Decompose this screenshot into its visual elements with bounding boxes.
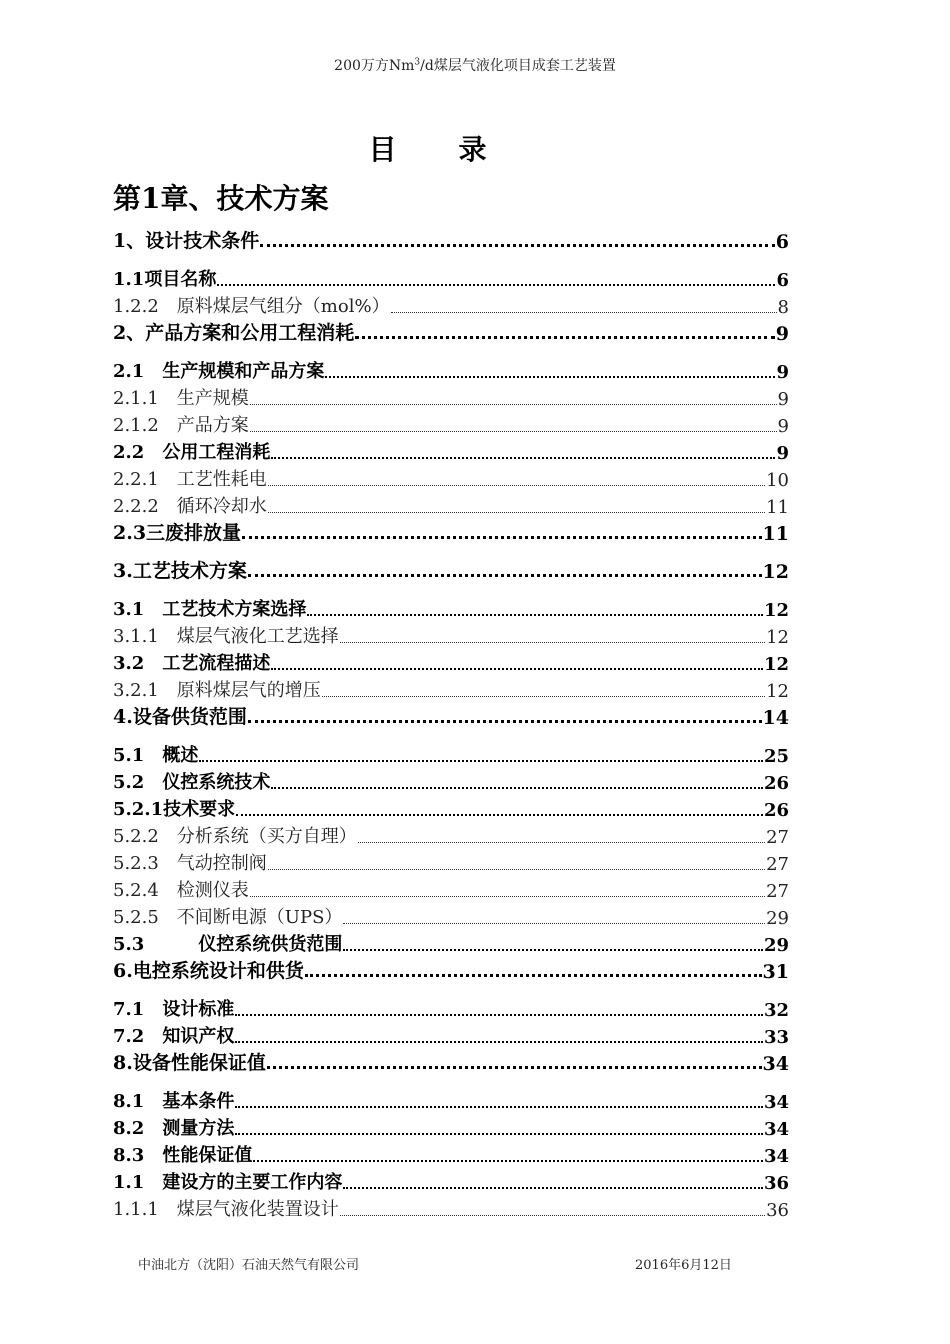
- toc-entry[interactable]: [113, 383, 789, 410]
- toc-entry-page: 8: [777, 297, 789, 318]
- toc-entry[interactable]: [113, 821, 789, 848]
- toc-entry-page: 32: [763, 1000, 789, 1021]
- toc-dot-leader: [271, 787, 763, 789]
- toc-title: [0, 128, 857, 168]
- toc-entry-page: 12: [763, 654, 789, 675]
- toc-entry-title: 2、产品方案和公用工程消耗: [113, 322, 355, 344]
- header-title-sup: 3: [414, 57, 421, 68]
- toc-entry-title: 1.1.1 煤层气液化装置设计: [113, 1199, 339, 1220]
- toc-entry-page: 27: [766, 854, 789, 875]
- toc-entry-page: 6: [776, 270, 789, 291]
- toc-entry[interactable]: [113, 994, 789, 1021]
- toc-dot-leader: [260, 244, 775, 247]
- toc-entry[interactable]: [113, 648, 789, 675]
- toc-dot-leader: [325, 376, 775, 378]
- header-title-post: /d煤层气液化项目成套工艺装置: [420, 58, 616, 74]
- toc-dot-leader: [250, 896, 765, 897]
- toc-entry[interactable]: [113, 621, 789, 648]
- toc-entry[interactable]: [113, 356, 789, 383]
- footer-date: 2016年6月12日: [635, 1258, 732, 1273]
- toc-dot-leader: [250, 431, 777, 432]
- toc-title-part1: 目: [368, 133, 399, 166]
- toc-entry-title: 3.工艺技术方案: [113, 560, 247, 582]
- toc-entry-page: 25: [763, 746, 789, 767]
- toc-dot-leader: [340, 1215, 765, 1216]
- toc-entry-page: 11: [766, 497, 789, 518]
- toc-dot-leader: [248, 574, 762, 577]
- toc-entry[interactable]: [113, 1140, 789, 1167]
- toc-entry-title: 5.2 仪控系统技术: [113, 772, 271, 793]
- toc-entry[interactable]: [113, 318, 789, 345]
- toc-entry[interactable]: [113, 794, 789, 821]
- toc-entry-page: 34: [763, 1146, 789, 1167]
- toc-entry[interactable]: [113, 675, 789, 702]
- toc-entry-title: 5.1 概述: [113, 745, 199, 766]
- toc-dot-leader: [235, 1106, 763, 1108]
- toc-entry[interactable]: [113, 518, 789, 545]
- toc-dot-leader: [391, 312, 777, 313]
- toc-entry[interactable]: [113, 1048, 789, 1075]
- chapter-heading: 第1章、技术方案: [113, 182, 329, 215]
- toc-entry-page: 10: [766, 470, 789, 491]
- toc-entry-title: 2.2.1 工艺性耗电: [113, 469, 267, 490]
- toc-dot-leader: [268, 869, 765, 870]
- toc-dot-leader: [248, 720, 762, 723]
- toc-entry-page: 6: [775, 231, 789, 253]
- toc-dot-leader: [343, 1187, 763, 1189]
- toc-entry-title: 2.2.2 循环冷却水: [113, 496, 267, 517]
- toc-entry-title: 2.1.1 生产规模: [113, 388, 249, 409]
- toc-entry-title: 2.1 生产规模和产品方案: [113, 361, 325, 382]
- toc-entry[interactable]: [113, 1194, 789, 1221]
- toc-entry-title: 8.2 测量方法: [113, 1118, 235, 1139]
- toc-entry[interactable]: [113, 929, 789, 956]
- toc-entry[interactable]: [113, 410, 789, 437]
- toc-entry-page: 34: [763, 1092, 789, 1113]
- toc-dot-leader: [340, 642, 765, 643]
- toc-entry-page: 36: [763, 1173, 789, 1194]
- toc-entry[interactable]: [113, 902, 789, 929]
- toc-dot-leader: [343, 923, 765, 924]
- toc-entry[interactable]: [113, 740, 789, 767]
- toc-entry-title: 2.2 公用工程消耗: [113, 442, 271, 463]
- toc-entry-title: 8.1 基本条件: [113, 1091, 235, 1112]
- toc-entry-title: 5.2.5 不间断电源（UPS）: [113, 907, 343, 928]
- toc-entry-page: 29: [766, 908, 789, 929]
- toc-entry-page: 26: [763, 773, 789, 794]
- toc-dot-leader: [253, 1160, 763, 1162]
- toc-entry-page: 9: [776, 362, 789, 383]
- toc-entry-title: 3.1 工艺技术方案选择: [113, 599, 307, 620]
- toc-entry-title: 8.3 性能保证值: [113, 1145, 253, 1166]
- toc-entry-page: 31: [762, 961, 789, 983]
- toc-entry-page: 9: [777, 416, 789, 437]
- toc-entry[interactable]: [113, 594, 789, 621]
- toc-title-part2: 录: [458, 133, 489, 166]
- toc-entry-page: 9: [775, 323, 789, 345]
- toc-dot-leader: [242, 536, 761, 539]
- toc-entry[interactable]: [113, 437, 789, 464]
- toc-entry-title: 5.3 仪控系统供货范围: [113, 934, 343, 955]
- toc-entry[interactable]: [113, 767, 789, 794]
- footer-company: 中油北方（沈阳）石油天然气有限公司: [138, 1258, 360, 1273]
- toc-dot-leader: [235, 1014, 763, 1016]
- page-header: [0, 55, 950, 75]
- toc-entry-title: 3.2.1 原料煤层气的增压: [113, 680, 321, 701]
- toc-entry-page: 12: [766, 681, 789, 702]
- toc-entry-page: 12: [762, 561, 789, 583]
- toc-entry-title: 5.2.3 气动控制阀: [113, 853, 267, 874]
- toc-dot-leader: [217, 284, 775, 286]
- toc-dot-leader: [358, 842, 765, 843]
- toc-dot-leader: [307, 614, 763, 616]
- toc-entry[interactable]: [113, 1113, 789, 1140]
- toc-entry-page: 12: [763, 600, 789, 621]
- toc-entry-page: 27: [766, 827, 789, 848]
- toc-entry-title: 5.2.1技术要求: [113, 799, 236, 820]
- toc-entry-page: 34: [762, 1053, 789, 1075]
- toc-dot-leader: [343, 949, 763, 951]
- toc-entry[interactable]: [113, 291, 789, 318]
- toc-entry-page: 36: [766, 1200, 789, 1221]
- toc-entry-title: 5.2.4 检测仪表: [113, 880, 249, 901]
- toc-entry[interactable]: [113, 702, 789, 729]
- toc-entry-title: 1.1项目名称: [113, 269, 217, 290]
- toc-entry-page: 11: [762, 523, 789, 545]
- toc-dot-leader: [235, 1133, 763, 1135]
- toc-dot-leader: [271, 457, 775, 459]
- toc-dot-leader: [305, 974, 762, 977]
- toc-entry-title: 1.1 建设方的主要工作内容: [113, 1172, 343, 1193]
- header-title-pre: 200万方Nm: [334, 58, 415, 74]
- toc-entry-title: 3.2 工艺流程描述: [113, 653, 271, 674]
- toc-dot-leader: [236, 814, 763, 816]
- toc-entry[interactable]: [113, 226, 789, 253]
- toc-entry[interactable]: [113, 1021, 789, 1048]
- toc-entry-title: 7.2 知识产权: [113, 1026, 235, 1047]
- toc-entry-title: 1、设计技术条件: [113, 230, 260, 252]
- toc-entry[interactable]: [113, 1167, 789, 1194]
- toc-entry-page: 14: [762, 707, 789, 729]
- toc-entry[interactable]: [113, 464, 789, 491]
- toc-dot-leader: [355, 336, 775, 339]
- toc-entry-title: 6.电控系统设计和供货: [113, 960, 304, 982]
- toc-dot-leader: [267, 1066, 762, 1069]
- toc-entry[interactable]: [113, 264, 789, 291]
- toc-entry-title: 7.1 设计标准: [113, 999, 235, 1020]
- toc-entry-page: 27: [766, 881, 789, 902]
- toc-entry-title: 1.2.2 原料煤层气组分（mol%）: [113, 296, 390, 317]
- toc-entry[interactable]: [113, 875, 789, 902]
- toc-entry[interactable]: [113, 556, 789, 583]
- toc-entry-title: 8.设备性能保证值: [113, 1052, 266, 1074]
- toc-dot-leader: [271, 668, 763, 670]
- toc-dot-leader: [235, 1041, 763, 1043]
- toc-entry-title: 2.3三废排放量: [113, 522, 242, 544]
- toc-entry-page: 12: [766, 627, 789, 648]
- toc-entry-page: 26: [763, 800, 789, 821]
- toc-entry-title: 4.设备供货范围: [113, 706, 247, 728]
- toc-entry-page: 9: [776, 443, 789, 464]
- table-of-contents: [113, 226, 789, 1221]
- toc-entry-page: 29: [763, 935, 789, 956]
- toc-entry-title: 2.1.2 产品方案: [113, 415, 249, 436]
- toc-entry-page: 34: [763, 1119, 789, 1140]
- toc-dot-leader: [322, 696, 765, 697]
- toc-dot-leader: [268, 485, 765, 486]
- toc-entry-title: 5.2.2 分析系统（买方自理）: [113, 826, 357, 847]
- toc-dot-leader: [268, 512, 765, 513]
- toc-dot-leader: [199, 760, 763, 762]
- toc-entry-title: 3.1.1 煤层气液化工艺选择: [113, 626, 339, 647]
- toc-entry[interactable]: [113, 1086, 789, 1113]
- toc-entry-page: 9: [777, 389, 789, 410]
- toc-dot-leader: [250, 404, 777, 405]
- toc-entry[interactable]: [113, 491, 789, 518]
- toc-entry[interactable]: [113, 956, 789, 983]
- toc-entry-page: 33: [763, 1027, 789, 1048]
- toc-entry[interactable]: [113, 848, 789, 875]
